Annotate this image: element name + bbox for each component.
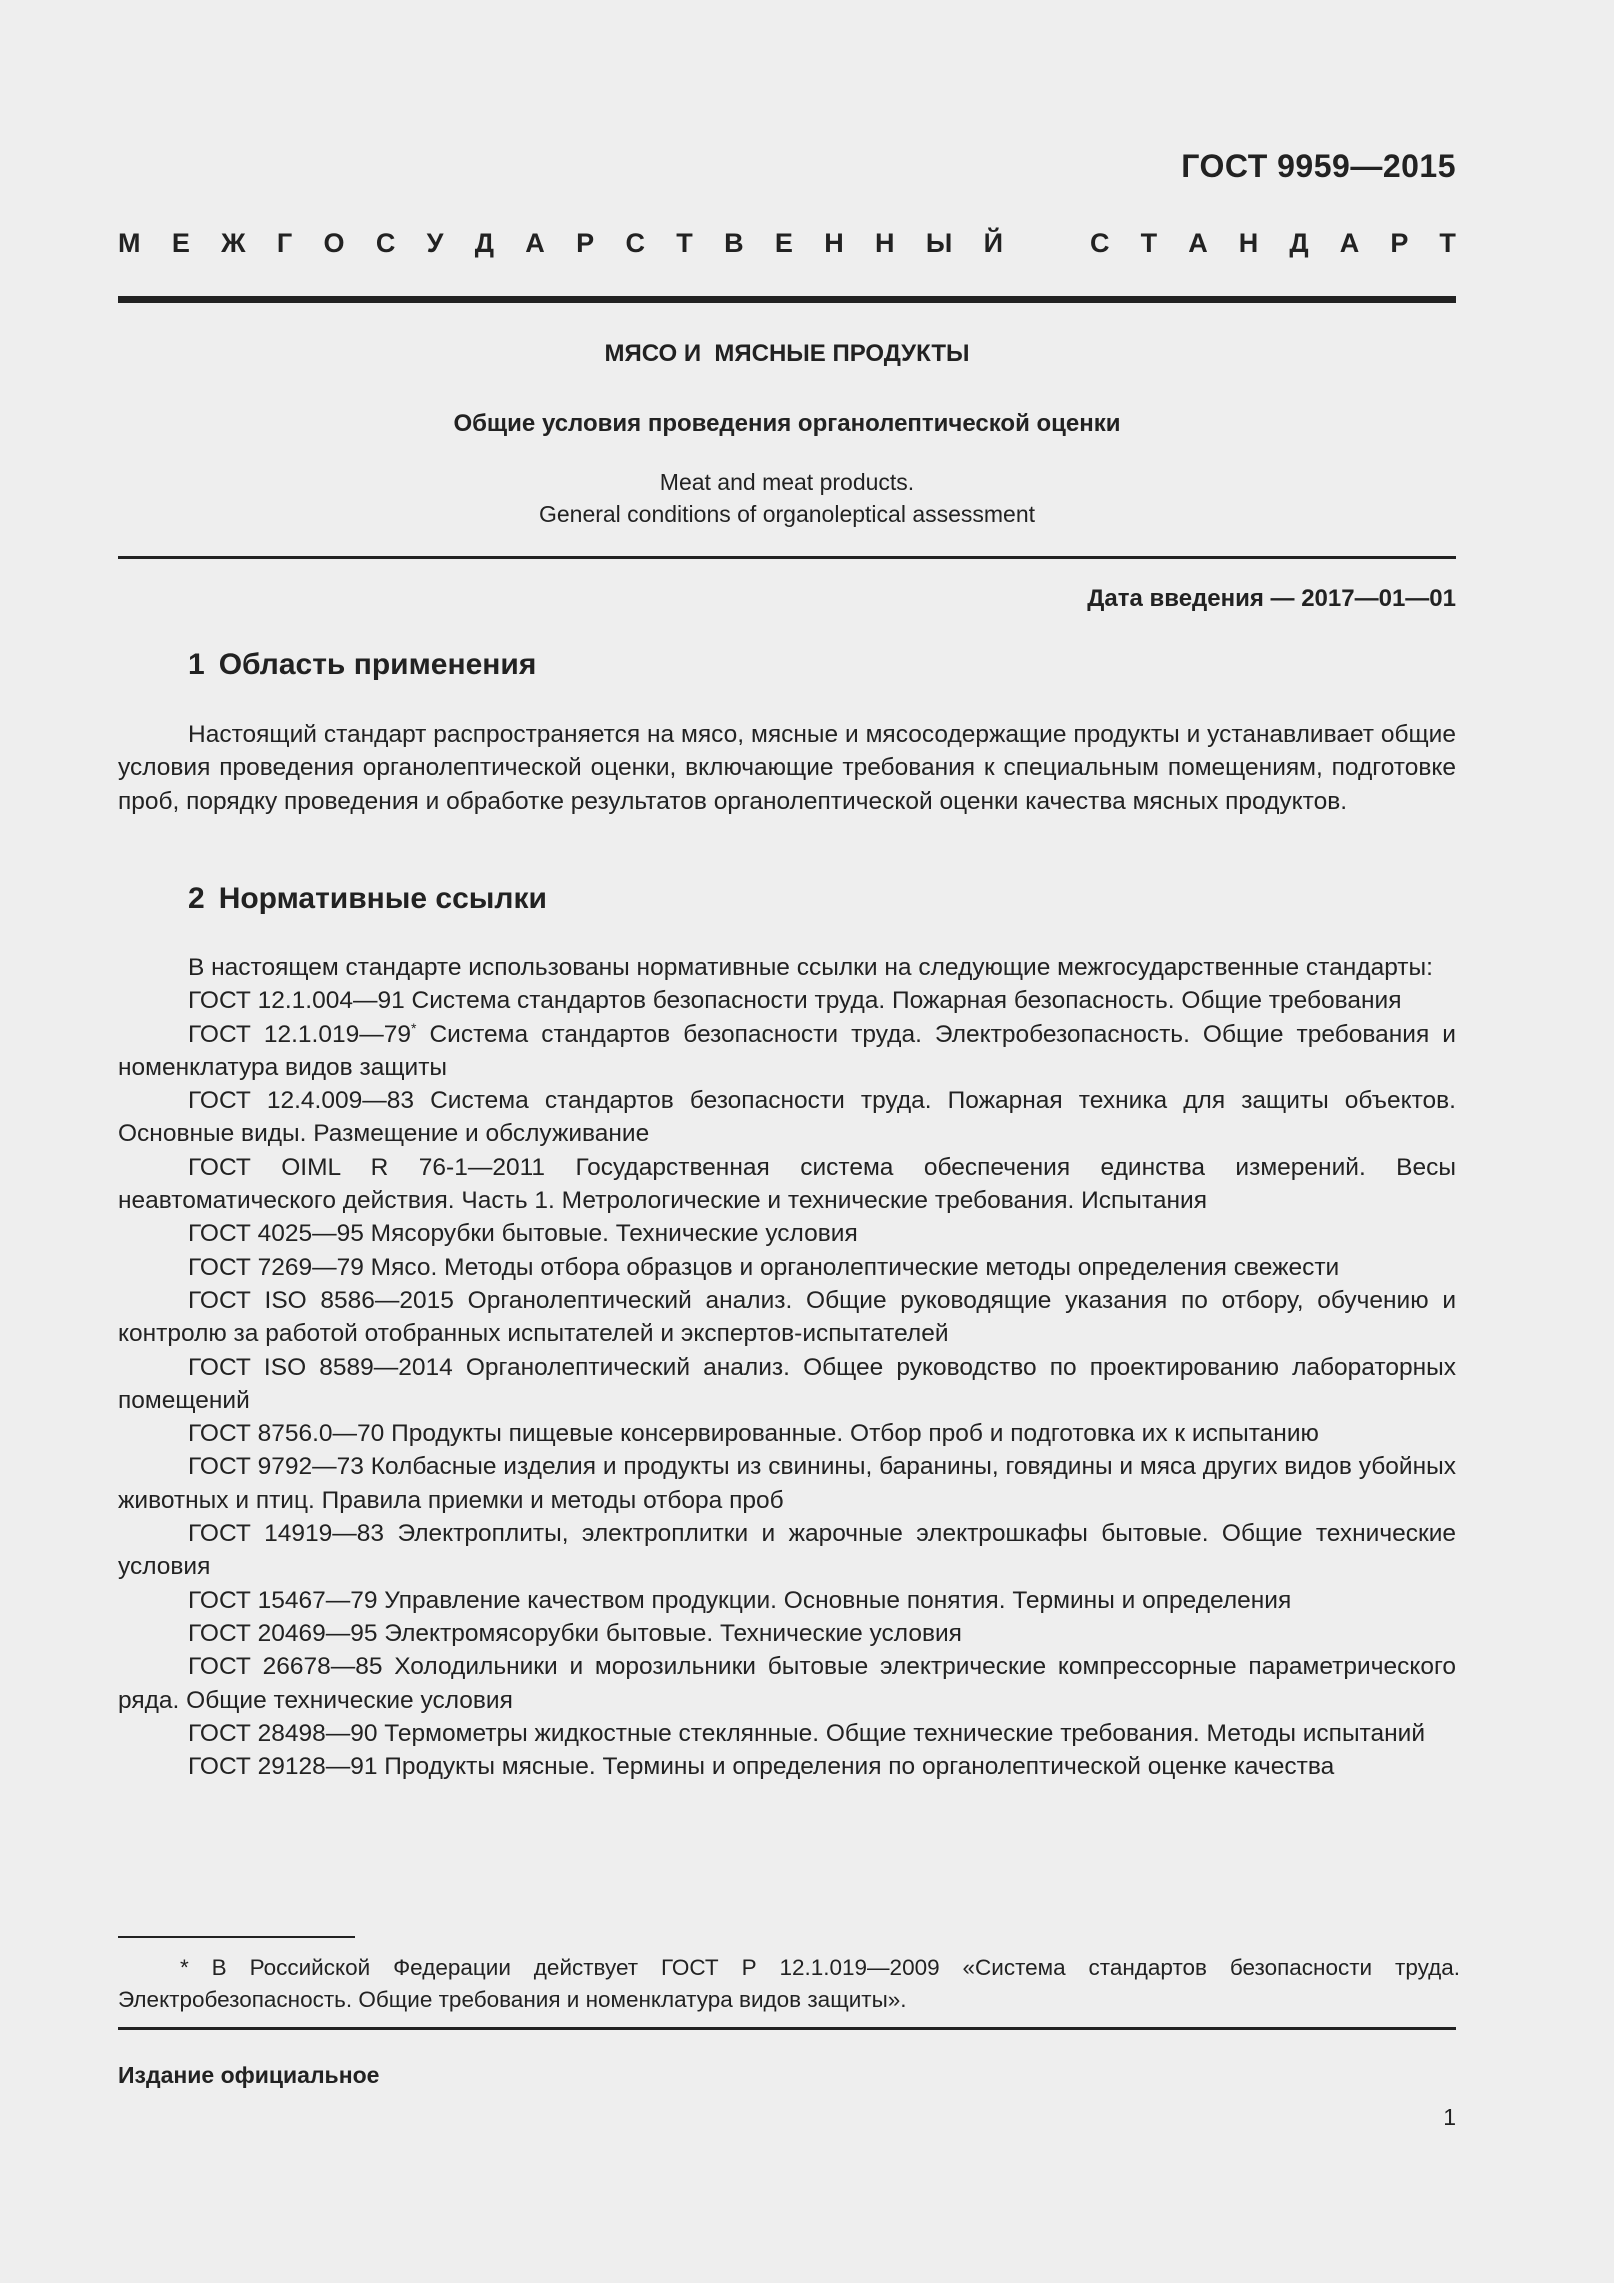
- reference-code: ГОСТ 26678—85: [188, 1653, 383, 1681]
- reference-title: Термометры жидкостные стеклянные. Общие технические требования. Методы испытаний: [384, 1719, 1426, 1747]
- banner-letter: Е: [774, 228, 793, 258]
- banner-letter: Т: [676, 228, 693, 258]
- reference-code: ГОСТ 29128—91: [188, 1753, 378, 1781]
- page-number: 1: [1443, 2104, 1456, 2130]
- reference-item: [118, 1650, 1456, 1717]
- reference-item: [118, 1084, 1456, 1151]
- reference-code: ГОСТ ISO 8586—2015: [188, 1286, 454, 1314]
- banner-letter: С: [1090, 228, 1110, 258]
- section-2-number: 2: [188, 882, 205, 915]
- reference-item: [118, 1251, 1456, 1284]
- reference-title: Продукты мясные. Термины и определения по органолептической оценке качества: [384, 1753, 1335, 1781]
- standard-banner: [118, 228, 1456, 259]
- reference-code: ГОСТ OIML R 76-1—2011: [188, 1153, 546, 1181]
- banner-word-standard: [1090, 228, 1456, 259]
- section-1-heading: [188, 648, 536, 682]
- banner-letter: С: [375, 228, 396, 258]
- document-subtitle: Общие условия проведения органолептической оценки: [453, 410, 1121, 437]
- banner-letter: Е: [171, 228, 190, 258]
- reference-item: [118, 1517, 1456, 1584]
- banner-letter: М: [118, 228, 141, 258]
- banner-letter: Й: [983, 228, 1003, 258]
- references-intro: В настоящем стандарте использованы нормативные ссылки на следующие межгосударственные стандарты:: [188, 954, 1433, 981]
- reference-code: ГОСТ 12.1.004—91: [188, 987, 405, 1015]
- english-title-line-1: Meat and meat products.: [659, 469, 915, 495]
- reference-item: [118, 1284, 1456, 1351]
- footer-rule: [118, 2027, 1456, 2030]
- reference-code: ГОСТ 7269—79: [188, 1253, 364, 1281]
- banner-letter: Г: [276, 228, 293, 258]
- references-list: [118, 951, 1456, 1783]
- introduction-date: Дата введения — 2017—01—01: [1087, 585, 1456, 612]
- reference-title: Электроплиты, электроплитки и жарочные электрошкафы бытовые. Общие технические условия: [118, 1520, 1457, 1581]
- reference-title: Колбасные изделия и продукты из свинины, баранины, говядины и мяса других видов убойных животных и птиц. Правила приемки и методы отбора проб: [118, 1453, 1457, 1514]
- section-1-number: 1: [188, 648, 205, 681]
- header-rule: [118, 296, 1456, 303]
- reference-code: ГОСТ 12.1.019—79: [188, 1020, 411, 1048]
- english-title: [118, 466, 1456, 530]
- reference-item: [118, 1617, 1456, 1650]
- reference-code: ГОСТ 12.4.009—83: [188, 1087, 414, 1115]
- banner-letter: Ж: [221, 228, 246, 258]
- reference-code: ГОСТ 4025—95: [188, 1220, 364, 1248]
- section-1-title: Область применения: [218, 648, 537, 681]
- section-1-text: Настоящий стандарт распространяется на мясо, мясные и мясосодержащие продукты и устанавливает общие условия проведения органолептической оценки, включающие требования к специальным помещениям, подготовке проб, порядку проведения и обработке результатов органолептической оценки качества мясных продуктов.: [118, 721, 1456, 815]
- reference-item: [118, 1018, 1456, 1085]
- reference-item: [118, 984, 1456, 1017]
- reference-code: ГОСТ 20469—95: [188, 1619, 378, 1647]
- reference-title: Система стандартов безопасности труда. Пожарная безопасность. Общие требования: [411, 987, 1402, 1015]
- reference-title: Электромясорубки бытовые. Технические условия: [384, 1619, 962, 1647]
- banner-letter: Н: [875, 228, 895, 258]
- banner-letter: Т: [1439, 228, 1456, 258]
- reference-title: Государственная система обеспечения единства измерений. Весы неавтоматического действия. Часть 1. Метрологические и технические требования. Испытания: [118, 1153, 1457, 1215]
- reference-title: Система стандартов безопасности труда. Электробезопасность. Общие требования и номенклатура видов защиты: [118, 1020, 1456, 1081]
- banner-letter: Ы: [925, 228, 953, 258]
- reference-code: ГОСТ ISO 8589—2014: [188, 1353, 453, 1381]
- reference-code: ГОСТ 9792—73: [188, 1453, 364, 1481]
- reference-title: Система стандартов безопасности труда. Пожарная техника для защиты объектов. Основные виды. Размещение и обслуживание: [118, 1087, 1456, 1148]
- footnote: * В Российской Федерации действует ГОСТ Р 12.1.019—2009 «Система стандартов безопасности труда. Электробезопасность. Общие требования и номенклатура видов защиты».: [118, 1955, 1460, 2012]
- section-2-heading: [188, 882, 547, 916]
- banner-letter: А: [1188, 228, 1208, 258]
- reference-code: ГОСТ 14919—83: [188, 1520, 385, 1548]
- section-2-title: Нормативные ссылки: [218, 882, 547, 915]
- banner-letter: А: [525, 228, 545, 258]
- reference-item: [118, 1151, 1456, 1218]
- reference-title: Органолептический анализ. Общие руководящие указания по отбору, обучению и контролю за работой отобранных испытателей и экспертов-испытателей: [118, 1286, 1456, 1348]
- reference-title: Продукты пищевые консервированные. Отбор проб и подготовка их к испытанию: [391, 1420, 1319, 1448]
- reference-item: [118, 1717, 1456, 1750]
- reference-title: Органолептический анализ. Общее руководство по проектированию лабораторных помещений: [118, 1353, 1456, 1414]
- banner-letter: Д: [474, 228, 494, 258]
- banner-letter: Д: [1289, 228, 1309, 258]
- banner-letter: Н: [1238, 228, 1259, 258]
- reference-title: Мясорубки бытовые. Технические условия: [370, 1220, 858, 1248]
- banner-letter: Н: [824, 228, 844, 258]
- banner-letter: О: [323, 228, 345, 258]
- reference-item: [118, 1750, 1456, 1783]
- footnote-rule: [118, 1936, 355, 1938]
- reference-item: [118, 1417, 1456, 1450]
- document-page: [118, 0, 1460, 2283]
- reference-code: ГОСТ 28498—90: [188, 1719, 378, 1747]
- document-title: МЯСО И МЯСНЫЕ ПРОДУКТЫ: [604, 340, 970, 367]
- banner-letter: У: [426, 228, 444, 258]
- reference-items: [118, 984, 1456, 1783]
- reference-code: ГОСТ 8756.0—70: [188, 1420, 385, 1448]
- reference-code: ГОСТ 15467—79: [188, 1586, 378, 1614]
- banner-word-interstate: [118, 228, 1003, 259]
- reference-item: [118, 1351, 1456, 1418]
- standard-number: ГОСТ 9959—2015: [1181, 148, 1456, 184]
- reference-item: [118, 1450, 1456, 1517]
- reference-title: Холодильники и морозильники бытовые электрические компрессорные параметрического ряда. Общие технические условия: [118, 1653, 1457, 1714]
- footnote-mark: *: [410, 1019, 417, 1036]
- official-edition-label: Издание официальное: [118, 2062, 380, 2088]
- reference-item: [118, 1584, 1456, 1617]
- banner-letter: А: [1339, 228, 1360, 258]
- title-rule: [118, 556, 1456, 559]
- banner-letter: Р: [576, 228, 595, 258]
- banner-letter: С: [625, 228, 645, 258]
- reference-item: [118, 1217, 1456, 1250]
- english-title-line-2: General conditions of organoleptical assessment: [538, 501, 1036, 527]
- banner-letter: Т: [1140, 228, 1158, 258]
- banner-letter: Р: [1390, 228, 1409, 258]
- banner-letter: В: [724, 228, 744, 258]
- reference-title: Мясо. Методы отбора образцов и органолептические методы определения свежести: [370, 1253, 1340, 1281]
- reference-title: Управление качеством продукции. Основные понятия. Термины и определения: [384, 1586, 1292, 1614]
